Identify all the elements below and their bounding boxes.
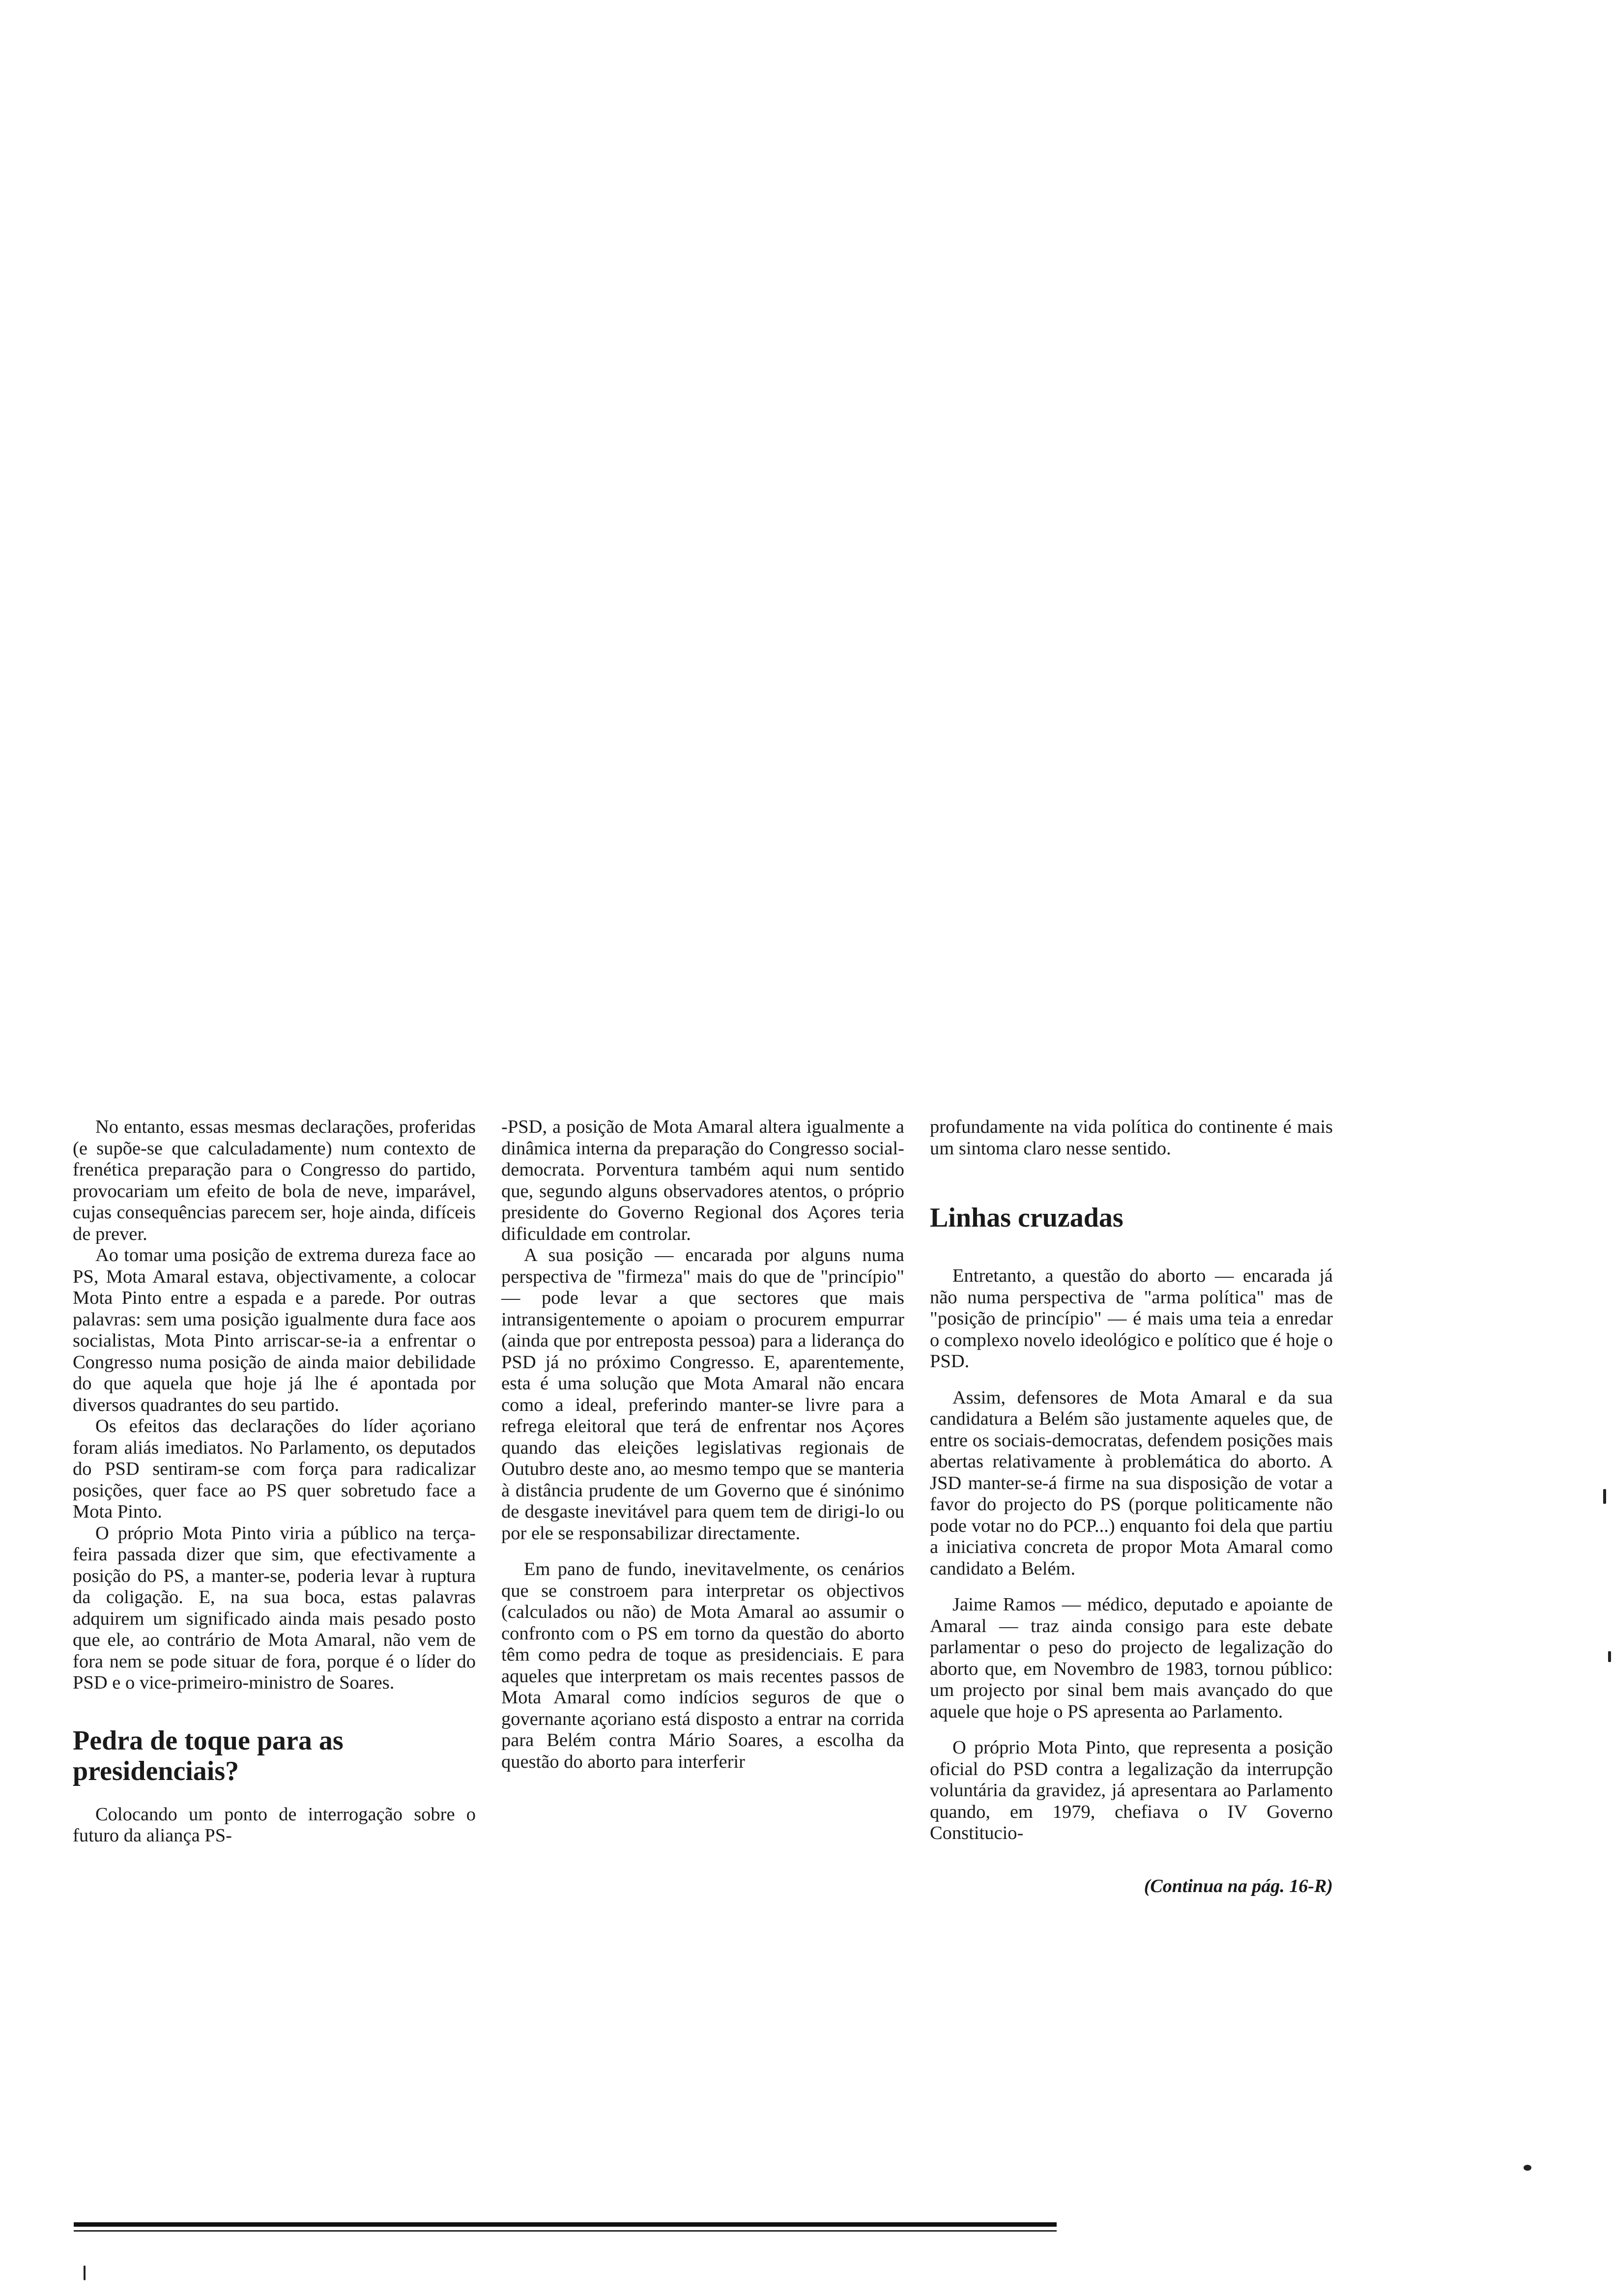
paragraph: O próprio Mota Pinto, que representa a posição oficial do PSD contra a legalização da interrupção voluntária da gravidez, já apresentara ao Parlamento quando, em 1979, chefiava o IV Governo Constitucio- <box>930 1737 1333 1843</box>
paragraph: Colocando um ponto de interrogação sobre o futuro da aliança PS- <box>73 1804 476 1846</box>
paragraph: -PSD, a posição de Mota Amaral altera igualmente a dinâmica interna da preparação do Congresso social-democrata. Porventura também aqui num sentido que, segundo alguns observadores atentos, o próprio presidente do Governo Regional dos Açores teria dificuldade em controlar. <box>501 1117 904 1244</box>
scan-speck <box>1608 1651 1611 1662</box>
scan-speck <box>84 2266 86 2280</box>
footer-rule <box>74 2222 1057 2227</box>
article-column-2 <box>501 1117 904 1773</box>
footer-rule-thin <box>74 2230 1057 2232</box>
paragraph: profundamente na vida política do continente é mais um sintoma claro nesse sentido. <box>930 1117 1333 1159</box>
paragraph: A sua posição — encarada por alguns numa perspectiva de "firmeza" mais do que de "princípio" — pode levar a que sectores que mais intransigentemente o apoiam o procurem empurrar (ainda que por entreposta pessoa) para a liderança do PSD já no próximo Congresso. E, aparentemente, esta é uma solução que Mota Amaral não encara como a ideal, preferindo manter-se livre para a refrega eleitoral que terá de enfrentar nos Açores quando das eleições legislativas regionais de Outubro deste ano, ao mesmo tempo que se manteria à distância prudente de um Governo que é sinónimo de desgaste inevitável para quem tem de dirigi-lo ou por ele se responsabilizar directamente. <box>501 1245 904 1544</box>
article-column-3 <box>930 1117 1333 1897</box>
paragraph: Jaime Ramos — médico, deputado e apoiante de Amaral — traz ainda consigo para este debate parlamentar o peso do projecto de legalização do aborto que, em Novembro de 1983, tornou público: um projecto por sinal bem mais avançado do que aquele que hoje o PS apresenta ao Parlamento. <box>930 1594 1333 1722</box>
section-heading: Linhas cruzadas <box>930 1203 1123 1233</box>
paragraph: Assim, defensores de Mota Amaral e da sua candidatura a Belém são justamente aqueles que, de entre os sociais-democratas, defendem posições mais abertas relativamente à problemática do aborto. A JSD manter-se-á firme na sua disposição de votar a favor do projecto do PS (porque politicamente não pode votar no do PCP...) enquanto foi dela que partiu a iniciativa concreta de propor Mota Amaral como candidato a Belém. <box>930 1387 1333 1579</box>
paragraph: Em pano de fundo, inevitavelmente, os cenários que se constroem para interpretar os objectivos (calculados ou não) de Mota Amaral ao assumir o confronto com o PS em torno da questão do aborto têm como pedra de toque as presidenciais. E para aqueles que interpretam os mais recentes passos de Mota Amaral como indícios seguros de que o governante açoriano está disposto a entrar na corrida para Belém contra Mário Soares, a escolha da questão do aborto para interferir <box>501 1559 904 1772</box>
paragraph: Os efeitos das declarações do líder açoriano foram aliás imediatos. No Parlamento, os deputados do PSD sentiram-se com força para radicalizar posições, quer face ao PS quer sobretudo face a Mota Pinto. <box>73 1416 476 1522</box>
paragraph: No entanto, essas mesmas declarações, proferidas (e supõe-se que calculadamente) num contexto de frenética preparação para o Congresso do partido, provocariam um efeito de bola de neve, imparável, cujas consequências parecem ser, hoje ainda, difíceis de prever. <box>73 1117 476 1244</box>
scan-speck <box>1524 2165 1531 2171</box>
paragraph: Ao tomar uma posição de extrema dureza face ao PS, Mota Amaral estava, objectivamente, a colocar Mota Pinto entre a espada e a parede. Por outras palavras: sem uma posição igualmente dura face aos socialistas, Mota Pinto arriscar-se-ia a enfrentar o Congresso numa posição de ainda maior debilidade do que aquela que hoje já lhe é apontada por diversos quadrantes do seu partido. <box>73 1245 476 1415</box>
article-column-1 <box>73 1117 476 1847</box>
scan-speck <box>1603 1489 1606 1504</box>
paragraph: Entretanto, a questão do aborto — encarada já não numa perspectiva de "arma política" mas de "posição de princípio" — é mais uma teia a enredar o complexo novelo ideológico e político que é hoje o PSD. <box>930 1265 1333 1372</box>
continuation-note: (Continua na pág. 16-R) <box>1144 1875 1333 1896</box>
paragraph: O próprio Mota Pinto viria a público na terça-feira passada dizer que sim, que efectivamente a posição do PS, a manter-se, poderia levar à ruptura da coligação. E, na sua boca, estas palavras adquirem um significado ainda mais pesado posto que ele, ao contrário de Mota Amaral, não vem de fora nem se pode situar de fora, porque é o líder do PSD e o vice-primeiro-ministro de Soares. <box>73 1522 476 1693</box>
section-heading: Pedra de toque para as presidenciais? <box>73 1725 344 1786</box>
